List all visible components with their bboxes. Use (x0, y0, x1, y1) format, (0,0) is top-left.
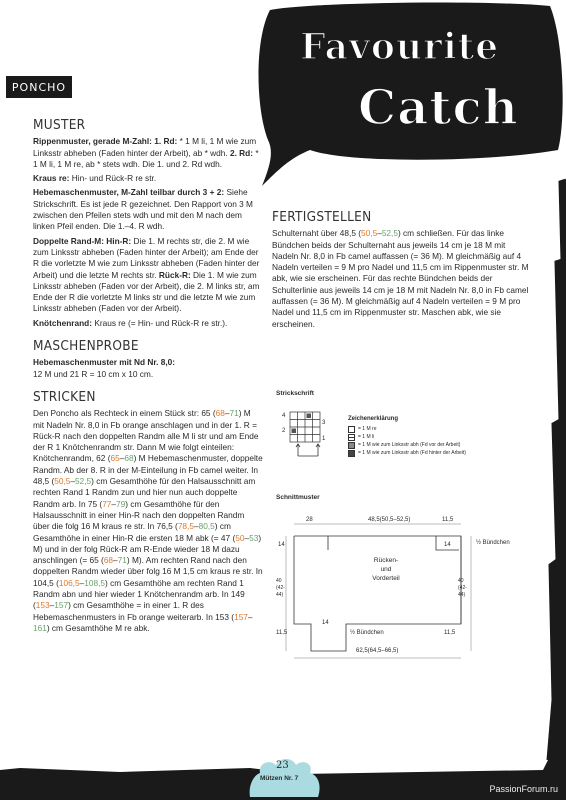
text-run: – (49, 600, 55, 611)
legend-item: = 1 M wie zum Linksstr abh (Fd vor der Arbeit) (348, 441, 536, 449)
watermark: PassionForum.ru (489, 784, 558, 794)
row-num-2: 2 (282, 428, 286, 434)
dim-left-40: 40 (42- 44) (276, 578, 285, 598)
text-run: 161 (33, 622, 47, 633)
text-run: 106,5 (58, 577, 80, 588)
text-run: – (224, 408, 230, 419)
dim-bottom-115-right: 11,5 (444, 630, 456, 636)
fertig-heading: FERTIGSTELLEN (272, 209, 372, 225)
strickschrift-grid (276, 402, 346, 462)
text-run: 53 (249, 532, 259, 543)
symbol-abh-hinter-icon (348, 450, 355, 457)
schnitt-diagram (276, 506, 546, 666)
brand-title-line1: Favourite (300, 26, 500, 68)
text-run: 68 (215, 408, 225, 419)
text-run: 71 (229, 408, 239, 419)
text-run: 157 (54, 600, 69, 611)
bundchen-right: ½ Bündchen (476, 540, 510, 546)
text-run: 153 (35, 600, 50, 611)
muster-rippen: Rippenmuster, gerade M-Zahl: 1. Rd: * 1 M li, 1 M wie zum Linksstr abheben (Faden hinter der Arbeit), ab * wdh. 2. Rd: * 1 M li, 1 M re, ab * stets wdh. Die 1. und 2. Rd wdh. (33, 136, 259, 169)
text-run: ) M) und in der folg Rück-R am R-Ende wieder 18 M dazu anschlingen (= 65 ( (33, 532, 262, 566)
text-run: 65 (110, 453, 120, 464)
text-run: 50,5 (361, 228, 378, 239)
row-num-1: 1 (322, 436, 326, 442)
text-run: – (70, 476, 75, 487)
muster-heading: MUSTER (33, 117, 86, 133)
text-run: ) M mit Nadeln Nr. 8,0 in Fb orange anschlagen und in der 1. R = Rück-R nach den doppelten Randm alle M li str und am Ende der R 1 Knötchenrandm str. Dann M wie folgt einteilen: Knötchenrandm, 62 ( (33, 408, 259, 464)
text-run: 68 (103, 555, 114, 566)
muster-dopp: Doppelte Rand-M: Hin-R: Die 1. M rechts str, die 2. M wie zum Linksstr abheben (Faden hinter der Arbeit); am Ende der R die vorletzte M wie zum Linksstr abheben (Faden hinter der Arbeit) und die letzte M rechts str. Rück-R: Die 1. M wie zum Linksstr abheben (Faden vor der Arbeit), die 2. M links str, am Ende der R die vorletzte M links str und die letzte M wie zum Linksstr abheben (Faden vor der Arbeit). (33, 235, 260, 314)
schnitt-title: Schnittmuster (276, 494, 320, 501)
right-column (272, 209, 530, 330)
muster-kraus: Kraus re: Hin- und Rück-R re str. (33, 173, 157, 184)
brand-title-line2: Catch (358, 80, 519, 136)
symbol-li-icon (348, 434, 355, 441)
dim-right-14: 14 (444, 542, 451, 548)
section-tag: PONCHO (6, 76, 72, 98)
text-run: 68 (124, 453, 134, 464)
fertig-text (272, 228, 530, 330)
dim-top-mid: 48,5(50,5–52,5) (368, 517, 411, 523)
muster-knoet: Knötchenrand: Kraus re (= Hin- und Rück-R re str.). (33, 317, 228, 328)
page-number: 23 (276, 760, 289, 771)
text-run: Schulternaht über 48,5 ( (272, 228, 362, 239)
row-num-4: 4 (282, 413, 286, 419)
text-run: 71 (117, 555, 127, 566)
legend-item: = 1 M wie zum Linksstr abh (Fd hinter der Arbeit) (348, 449, 536, 457)
legend-item: = 1 M re (348, 425, 536, 433)
dim-bottom-115-left: 11,5 (276, 630, 288, 636)
text-run: – (119, 453, 125, 464)
legend-title: Zeichenerklärung (348, 416, 399, 422)
symbol-abh-vor-icon (348, 442, 355, 449)
magazine-issue: Mützen Nr. 7 (260, 775, 299, 782)
text-run: ) M). Am rechten Rand nach den doppelten Randm wieder über folg 16 M 1,5 cm kraus re str. In 104,5 ( (33, 555, 263, 588)
strickschrift (276, 390, 536, 470)
text-run: – (247, 611, 253, 622)
text-run: 77 (102, 498, 112, 509)
text-run: 78,5 (177, 521, 194, 532)
text-run: 52,5 (75, 476, 92, 487)
dim-top-right: 11,5 (442, 517, 454, 523)
probe-text: 12 M und 21 R = 10 cm x 10 cm. (33, 368, 154, 379)
text-run: ) M Hebemaschenmuster, doppelte Randm. Ab der 8. R in der M-Einteilung in Fb camel weiter. In 48,5 ( (33, 453, 263, 487)
muster-heb: Hebemaschenmuster, M-Zahl teilbar durch 3 + 2: Siehe Strickschrift. Es ist jede R gezeichnet. Den Rapport von 3 M zwischen den Pfeilen stets wdh und mit den M nach dem linken Pfeil enden. Die 1.–4. R wdh. (33, 187, 253, 232)
text-run: 50,5 (54, 476, 71, 487)
dim-right-40: 40 (42- 44) (458, 578, 467, 598)
dim-bottom-width: 62,5(64,5–66,5) (356, 648, 399, 654)
label-center: Rücken- und Vorderteil (372, 557, 400, 582)
strickschrift-title: Strickschrift (276, 390, 314, 397)
text-run: – (111, 498, 117, 509)
text-run: – (193, 521, 199, 532)
text-run: 108,5 (84, 577, 105, 588)
text-run: ) cm Gesamthöhe am rechten Rand 1 Randm abn und hier wieder 1 Knötchenrandm arb. In 149 ( (33, 577, 245, 611)
bundchen-bottom: ½ Bündchen (350, 630, 384, 636)
text-run: Den Poncho als Rechteck in einem Stück str: 65 ( (33, 408, 216, 419)
text-run: ) cm Gesamthöhe = in einer 1. R des Hebemaschenmusters in Fb orange weiterarb. In 153 ( (33, 600, 235, 622)
text-run: 80,5 (198, 521, 215, 532)
text-run: 50 (235, 532, 245, 543)
symbol-re-icon (348, 426, 355, 433)
schnittmuster (276, 494, 546, 664)
probe-title: Hebemaschenmuster mit Nd Nr. 8,0: (33, 357, 176, 368)
text-run: – (79, 577, 85, 588)
text-run: ) cm schließen. Für das linke Bündchen beids der Schulternaht aus jeweils 14 cm je 18 M mit Nadeln Nr. 8,0 in Fb camel auffassen (= 36 M). M gleichmäßig auf 4 Nadeln verteilen = 9 M pro Nadel und 11,5 cm im Rippenmuster str. M abk, wie sie erscheinen. Für das rechte Bündchen beids der Schulterlinie aus jeweils 14 cm je 18 M mit Nadeln Nr. 8,0 in Fb camel auffassen (= 36 M). M gleichmäßig auf 4 Nadeln verteilen = 9 M pro Nadel und 11,5 cm im Rippenmuster str. Maschen abk, wie sie erscheinen. (272, 228, 529, 329)
text-run: 79 (116, 498, 126, 509)
text-run: 157 (234, 611, 248, 622)
dim-left-14: 14 (278, 542, 285, 548)
text-run: ) cm Gesamthöhe für den Halsausschnitt am rechten Rand 1 Randm zun und hier nun auch doppelte Randm arb. In 75 ( (33, 476, 256, 509)
text-run: 52,5 (381, 228, 398, 239)
legend (348, 416, 536, 457)
stricken-heading: STRICKEN (33, 388, 96, 405)
text-run: ) cm Gesamthöhe für den Halsausschnitt in einer Hin-R nach den doppelten Randm über die folg 16 M kraus re str. In 76,5 ( (33, 498, 245, 532)
row-num-3: 3 (322, 420, 326, 426)
text-run: – (377, 228, 382, 239)
probe-heading: MASCHENPROBE (33, 338, 139, 355)
text-run: ) cm Gesamthöhe in einer Hin-R die ersten 18 M abk (= 47 ( (33, 521, 236, 543)
text-run: ) cm Gesamthöhe M re abk. (46, 622, 150, 633)
left-column (33, 117, 263, 634)
text-run: – (113, 555, 118, 566)
legend-item: = 1 M li (348, 433, 536, 441)
dim-top-left: 28 (306, 517, 313, 523)
stricken-text (33, 408, 263, 634)
dim-bottom-14-left: 14 (322, 620, 329, 626)
text-run: – (244, 532, 250, 543)
